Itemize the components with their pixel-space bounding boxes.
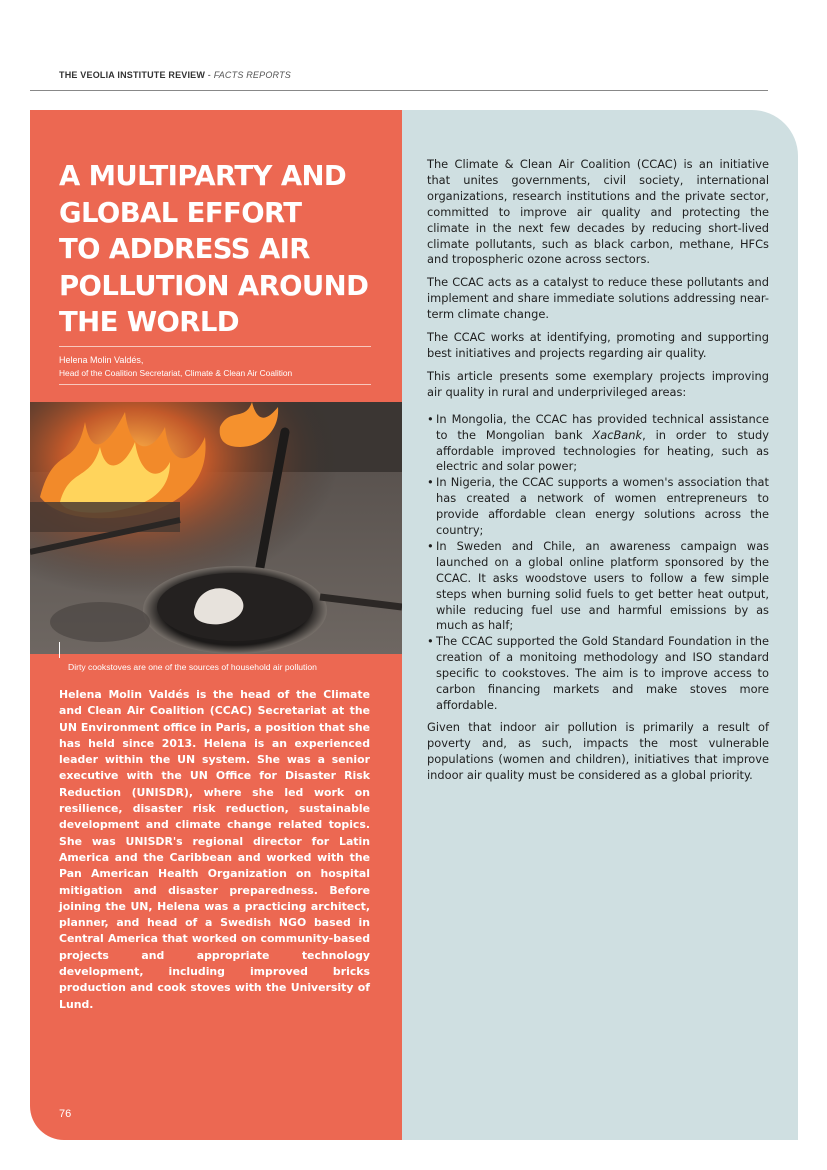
projects-list — [427, 412, 769, 714]
page-number: 76 — [59, 1108, 72, 1120]
list-item — [427, 634, 769, 714]
bullet-icon: • — [427, 634, 434, 649]
author-name: Helena Molin Valdés, — [59, 355, 144, 365]
bullet-icon: • — [427, 538, 434, 553]
title-line: TO ADDRESS AIR — [59, 233, 310, 265]
list-item-text: The CCAC supported the Gold Standard Foundation in the creation of a monitoing methodology and ISO standard specific to cookstoves. The aim is to improve access to carbon financing markets and make stoves more affordable. — [436, 634, 769, 712]
author-block — [59, 354, 292, 380]
article-paragraph: The Climate & Clean Air Coalition (CCAC) is an initiative that unites governments, civil society, international organizations, research institutions and the private sector, committed to improve air quality and protecting the climate in the next few decades by reducing short-lived climate pollutants, such as black carbon, methane, HFCs and tropospheric ozone across sectors. — [427, 157, 769, 267]
publication-name: THE VEOLIA INSTITUTE REVIEW — [59, 70, 206, 80]
section-name: FACTS REPORTS — [213, 70, 291, 80]
header-rule — [30, 90, 768, 91]
author-role: Head of the Coalition Secretariat, Climate & Clean Air Coalition — [59, 368, 293, 378]
title-line: POLLUTION AROUND — [59, 269, 369, 302]
article-conclusion: Given that indoor air pollution is primarily a result of poverty and, as such, impacts the most vulnerable populations (women and children), initiatives that improve indoor air quality must be considered as a global priority. — [427, 719, 769, 782]
title-line: THE WORLD — [59, 306, 239, 338]
list-item — [427, 539, 769, 634]
article-body — [427, 157, 769, 791]
list-item-text: In Nigeria, the CCAC supports a women's association that has created a network of women entrepreneurs to provide affordable clean energy solutions across the country; — [436, 475, 769, 538]
list-item-text: In Sweden and Chile, an awareness campaign was launched on a global online platform sponsored by the CCAC. It asks woodstove users to follow a few simple steps when burning solid fuels to get better heat output, while reducing fuel use and harmful emissions by as much as half; — [436, 538, 769, 633]
author-rule-bottom — [59, 384, 371, 385]
running-header — [59, 70, 291, 80]
list-item-text: In Mongolia, the CCAC has provided technical assistance to the Mongolian bank — [436, 411, 769, 442]
author-rule-top — [59, 346, 371, 347]
header-separator: - — [205, 70, 214, 80]
bullet-icon: • — [427, 475, 434, 490]
title-line: A MULTIPARTY AND — [59, 160, 347, 192]
article-paragraph: The CCAC works at identifying, promoting and supporting best initiatives and projects regarding air quality. — [427, 330, 769, 360]
title-line: GLOBAL EFFORT — [59, 196, 302, 229]
photo-caption: Dirty cookstoves are one of the sources of household air pollution — [68, 662, 317, 672]
article-title — [59, 158, 389, 341]
author-bio: Helena Molin Valdés is the head of the Climate and Clean Air Coalition (CCAC) Secretariat at the UN Environment office in Paris, a position that she has held since 2013. Helena is an experienced leader within the UN system. She was a senior executive with the UN Office for Disaster Risk Reduction (UNISDR), where she led work on resilience, disaster risk reduction, sustainable development and climate change related topics. She was UNISDR's regional director for Latin America and the Caribbean and worked with the Pan American Health Organization on hospital mitigation and disaster preparedness. Before joining the UN, Helena was a practicing architect, planner, and head of a Swedish NGO based in Central America that worked on community-based projects and appropriate technology development, including improved bricks production and cook stoves with the University of Lund. — [59, 688, 370, 1011]
right-panel — [402, 110, 798, 1140]
left-panel — [30, 110, 402, 1140]
caption-marker — [59, 642, 60, 658]
bank-name: XacBank — [592, 427, 643, 442]
list-item-text: , in order to study affordable improved technologies for heating, such as electric and solar power; — [436, 427, 769, 474]
list-item — [427, 412, 769, 476]
bullet-icon: • — [427, 411, 434, 426]
article-paragraph: This article presents some exemplary projects improving air quality in rural and underprivileged areas: — [427, 368, 769, 399]
cookstove-fire-photo — [30, 402, 402, 654]
list-item — [427, 475, 769, 539]
article-paragraph: The CCAC acts as a catalyst to reduce these pollutants and implement and share immediate solutions addressing near-term climate change. — [427, 275, 769, 322]
